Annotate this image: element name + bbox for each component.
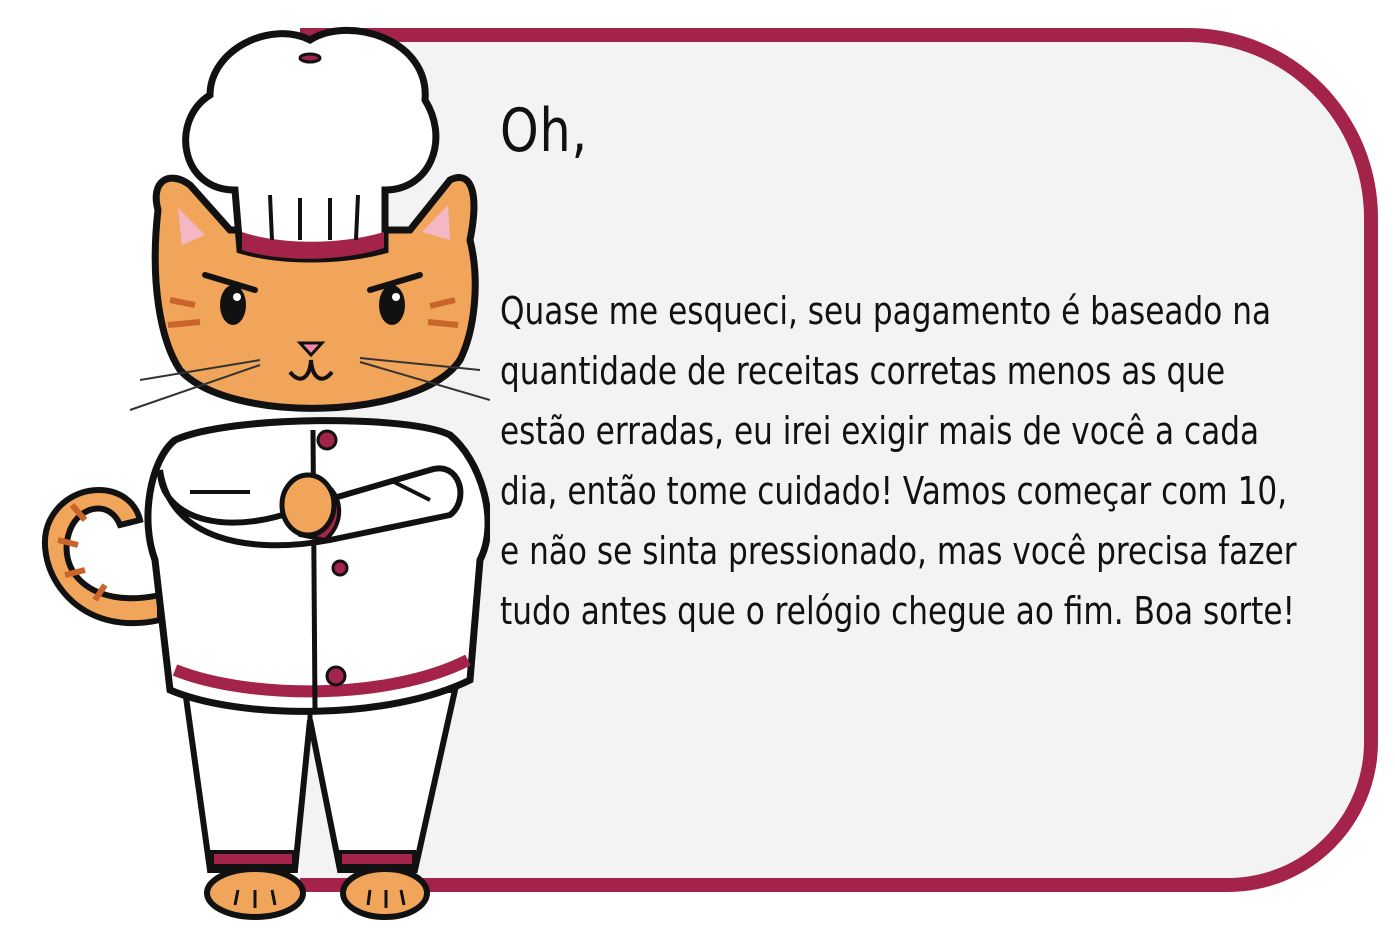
- dialog-message: Quase me esqueci, seu pagamento é baseado na quantidade de receitas corretas menos as que estão erradas, eu irei exigir mais de você a cada dia, então tome cuidado! Vamos começar com 10, e não se sinta pressionado, mas você precisa fazer tudo antes que o relógio chegue ao fim. Boa sorte!: [500, 289, 1297, 633]
- cat-tail: [45, 490, 160, 623]
- dialog-title: Oh,: [500, 96, 589, 166]
- cat-pants: [185, 690, 455, 870]
- chef-cat-illustration: [10, 0, 490, 945]
- cat-hand: [282, 475, 334, 535]
